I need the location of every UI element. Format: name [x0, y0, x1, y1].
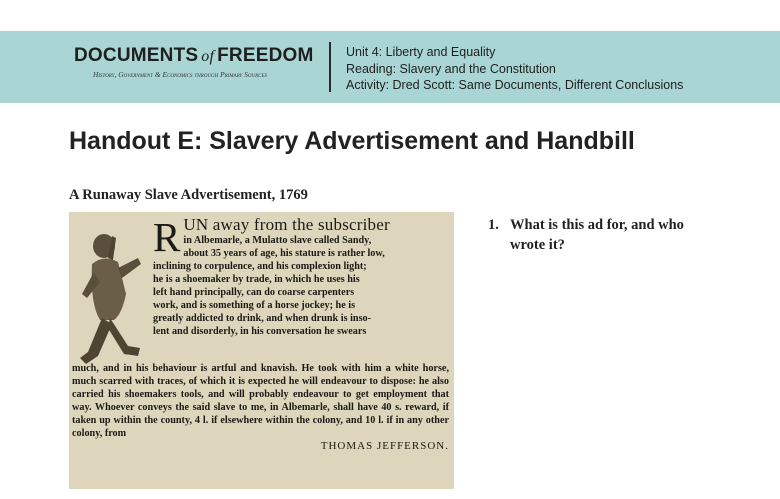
advertisement-line: he is a shoemaker by trade, in which he uses his	[153, 274, 360, 285]
advertisement-line: work, and is something of a horse jockey; he is	[153, 300, 356, 311]
drop-cap: R	[153, 214, 181, 260]
runaway-advertisement-image	[69, 212, 454, 489]
header-banner	[0, 31, 780, 103]
advertisement-header-text	[153, 214, 449, 338]
section-heading: A Runaway Slave Advertisement, 1769	[69, 187, 308, 203]
advertisement-line: about 35 years of age, his stature is rather low,	[183, 248, 385, 259]
header-divider	[329, 42, 331, 92]
advertisement-line: lent and disorderly, in his conversation he swears	[153, 326, 367, 337]
logo-wordmark: DOCUMENTS of FREEDOM	[74, 45, 314, 66]
question-1	[488, 215, 718, 255]
question-number: 1.	[488, 217, 499, 233]
advertisement-line: left hand principally, can do coarse carpenters	[153, 287, 355, 298]
advertisement-lead: UN away from the subscriber	[183, 215, 390, 234]
unit-info	[346, 44, 683, 94]
reading-label: Reading: Slavery and the Constitution	[346, 61, 556, 76]
logo-tagline: History, Government & Economics through Primary Sources	[93, 70, 268, 79]
advertisement-body	[72, 362, 449, 453]
question-text: What is this ad for, and who wrote it?	[510, 217, 684, 253]
page-title: Handout E: Slavery Advertisement and Handbill	[69, 127, 635, 155]
advertisement-line: in Albemarle, a Mulatto slave called Sandy,	[183, 235, 372, 246]
advertisement-signature: THOMAS JEFFERSON.	[320, 440, 449, 452]
advertisement-line: inclining to corpulence, and his complexion light;	[153, 261, 367, 272]
advertisement-body-text: much, and in his behaviour is artful and knavish. He took with him a white horse, much scarred with traces, of which it is expected he will endeavour to dispose: he also carried his shoemakers tools, and will probably endeavour to get employment that way. Whoever conveys the said slave to me, in Albemarle, shall have 40 s. reward, if taken up within the county, 4 l. if elsewhere within the colony, and 10 l. if in any other colony, from	[72, 363, 449, 439]
activity-label: Activity: Dred Scott: Same Documents, Different Conclusions	[346, 78, 684, 92]
documents-of-freedom-logo	[74, 45, 318, 79]
advertisement-line: greatly addicted to drink, and when drunk is inso-	[153, 313, 372, 324]
unit-label: Unit 4: Liberty and Equality	[346, 45, 496, 59]
running-man-woodcut-icon	[78, 224, 148, 374]
